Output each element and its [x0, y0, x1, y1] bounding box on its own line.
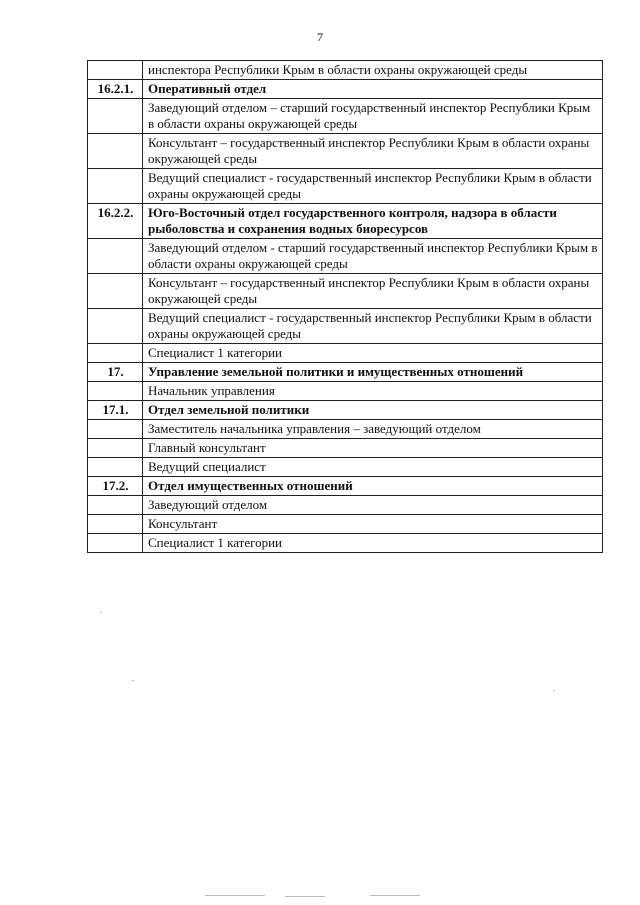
row-number: 17.	[88, 363, 143, 382]
table-row	[88, 344, 603, 363]
staff-structure-table	[87, 60, 603, 553]
table-row	[88, 61, 603, 80]
table-row	[88, 515, 603, 534]
row-number	[88, 382, 143, 401]
row-number: 16.2.2.	[88, 204, 143, 239]
table-row	[88, 169, 603, 204]
table-body	[88, 61, 603, 553]
table-row	[88, 239, 603, 274]
row-number	[88, 515, 143, 534]
section-row	[88, 401, 603, 420]
row-text: инспектора Республики Крым в области охраны окружающей среды	[143, 61, 603, 80]
scan-artifact	[285, 896, 325, 897]
row-text: Оперативный отдел	[143, 80, 603, 99]
table-row	[88, 274, 603, 309]
row-text: Заведующий отделом - старший государственный инспектор Республики Крым в области охраны окружающей среды	[143, 239, 603, 274]
scan-artifact	[132, 680, 134, 681]
row-number	[88, 274, 143, 309]
row-text: Ведущий специалист	[143, 458, 603, 477]
row-number	[88, 239, 143, 274]
row-number	[88, 169, 143, 204]
table-row	[88, 439, 603, 458]
row-text: Консультант	[143, 515, 603, 534]
row-text: Специалист 1 категории	[143, 534, 603, 553]
row-text: Консультант – государственный инспектор Республики Крым в области охраны окружающей среды	[143, 134, 603, 169]
table-row	[88, 309, 603, 344]
row-text: Юго-Восточный отдел государственного контроля, надзора в области рыболовства и сохранения водных биоресурсов	[143, 204, 603, 239]
section-row	[88, 363, 603, 382]
row-number	[88, 134, 143, 169]
section-row	[88, 80, 603, 99]
table-row	[88, 382, 603, 401]
row-text: Заведующий отделом – старший государственный инспектор Республики Крым в области охраны окружающей среды	[143, 99, 603, 134]
table-row	[88, 99, 603, 134]
scan-artifact	[553, 690, 555, 691]
page-number: 7	[317, 30, 323, 44]
row-text: Заместитель начальника управления – заведующий отделом	[143, 420, 603, 439]
row-text: Специалист 1 категории	[143, 344, 603, 363]
table-row	[88, 496, 603, 515]
row-text: Консультант – государственный инспектор Республики Крым в области охраны окружающей среды	[143, 274, 603, 309]
section-row	[88, 204, 603, 239]
table-row	[88, 134, 603, 169]
row-number	[88, 61, 143, 80]
row-text: Ведущий специалист - государственный инспектор Республики Крым в области охраны окружающей среды	[143, 169, 603, 204]
section-row	[88, 477, 603, 496]
row-number	[88, 439, 143, 458]
row-number: 17.1.	[88, 401, 143, 420]
scan-artifact	[370, 895, 420, 896]
row-number	[88, 534, 143, 553]
table-row	[88, 420, 603, 439]
row-text: Отдел земельной политики	[143, 401, 603, 420]
table-row	[88, 534, 603, 553]
row-number	[88, 496, 143, 515]
row-number	[88, 309, 143, 344]
row-number	[88, 99, 143, 134]
row-text: Ведущий специалист - государственный инспектор Республики Крым в области охраны окружающей среды	[143, 309, 603, 344]
row-number: 17.2.	[88, 477, 143, 496]
scan-artifact	[100, 612, 102, 613]
row-number	[88, 344, 143, 363]
scan-artifact	[205, 895, 265, 896]
row-number	[88, 420, 143, 439]
row-text: Главный консультант	[143, 439, 603, 458]
row-number	[88, 458, 143, 477]
row-text: Отдел имущественных отношений	[143, 477, 603, 496]
table-row	[88, 458, 603, 477]
row-text: Начальник управления	[143, 382, 603, 401]
row-text: Заведующий отделом	[143, 496, 603, 515]
row-number: 16.2.1.	[88, 80, 143, 99]
row-text: Управление земельной политики и имущественных отношений	[143, 363, 603, 382]
